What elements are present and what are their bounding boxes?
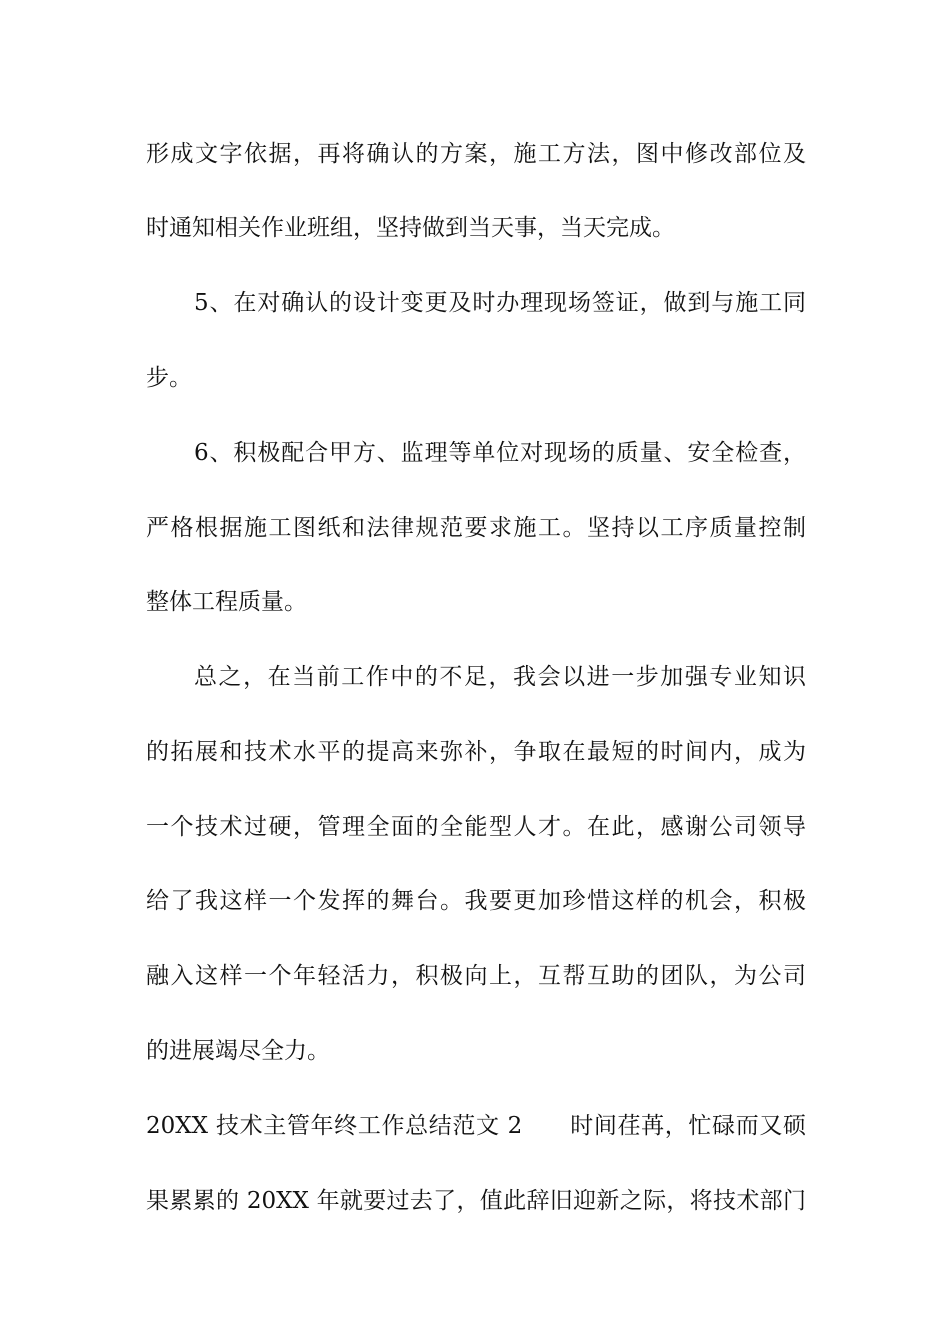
text-line: 融入这样一个年轻活力，积极向上，互帮互助的团队，为公司 [146,963,806,989]
text-line: 步。 [146,365,192,391]
text-line: 5、在对确认的设计变更及时办理现场签证，做到与施工同 [194,290,806,316]
text-line: 时通知相关作业班组，坚持做到当天事，当天完成。 [146,215,675,241]
text-line: 严格根据施工图纸和法律规范要求施工。坚持以工序质量控制 [146,515,806,541]
text-line: 整体工程质量。 [146,589,307,615]
text-line: 给了我这样一个发挥的舞台。我要更加珍惜这样的机会，积极 [146,888,806,914]
text-line: 形成文字依据，再将确认的方案，施工方法，图中修改部位及 [146,141,806,167]
text-line: 6、积极配合甲方、监理等单位对现场的质量、安全检查， [194,440,806,466]
text-line: 的进展竭尽全力。 [146,1038,330,1064]
section-heading-line: 20XX 技术主管年终工作总结范文 2 时间荏苒，忙碌而又硕 [146,1113,806,1139]
text-line: 一个技术过硬，管理全面的全能型人才。在此，感谢公司领导 [146,814,806,840]
text-line: 总之，在当前工作中的不足，我会以进一步加强专业知识 [194,664,806,690]
text-line: 的拓展和技术水平的提高来弥补，争取在最短的时间内，成为 [146,739,806,765]
text-line: 果累累的 20XX 年就要过去了，值此辞旧迎新之际，将技术部门 [146,1188,806,1214]
